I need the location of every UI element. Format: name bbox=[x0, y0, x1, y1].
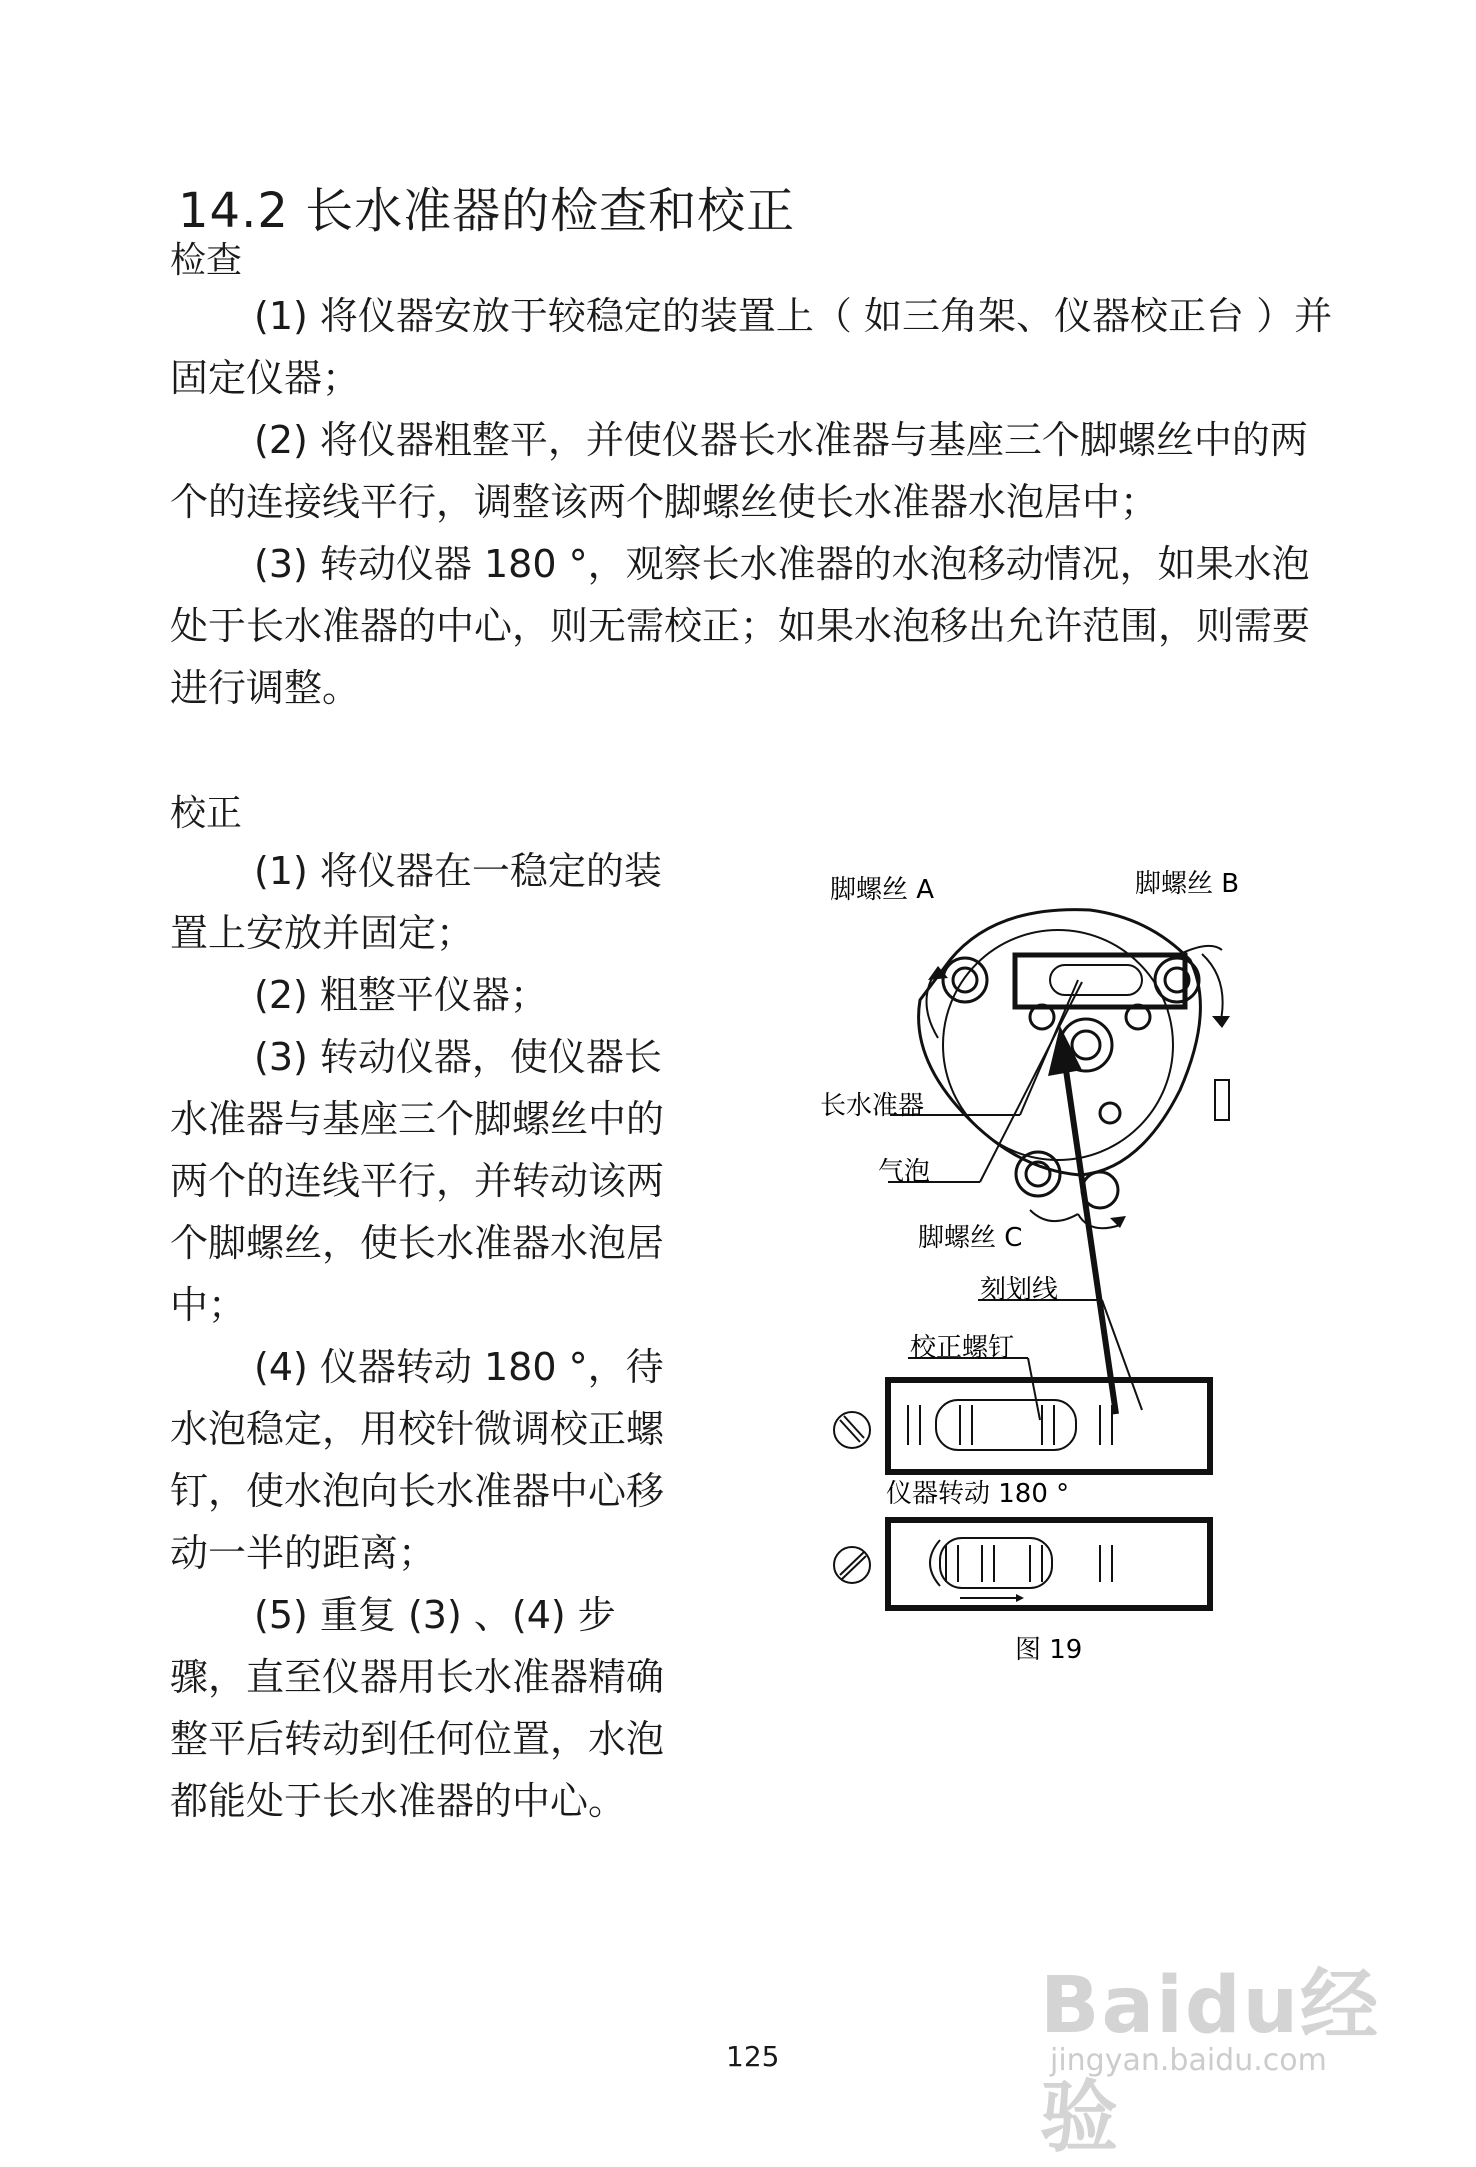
check-item-2: (2) 将仪器粗整平，并使仪器长水准器与基座三个脚螺丝中的两个的连接线平行，调整该两个脚螺丝使长水准器水泡居中； bbox=[170, 418, 1308, 524]
watermark-url: jingyan.baidu.com bbox=[1050, 2043, 1327, 2078]
label-long-level: 长水准器 bbox=[820, 1091, 925, 1121]
correction-item-1: (1) 将仪器在一稳定的装置上安放并固定； bbox=[170, 849, 662, 955]
check-item-1: (1) 将仪器安放于较稳定的装置上（ 如三角架、仪器校正台 ）并固定仪器； bbox=[170, 294, 1333, 400]
correction-item-3: (3) 转动仪器，使仪器长水准器与基座三个脚螺丝中的两个的连线平行，并转动该两个脚螺丝，使长水准器水泡居中； bbox=[170, 1035, 665, 1327]
figure-caption: 图 19 bbox=[1015, 1635, 1083, 1665]
label-screw-b: 脚螺丝 B bbox=[1135, 870, 1240, 899]
label-bubble: 气泡 bbox=[878, 1157, 931, 1187]
label-screw-a: 脚螺丝 A bbox=[830, 875, 935, 905]
label-adjust-screw: 校正螺钉 bbox=[910, 1333, 1015, 1363]
page-number: 125 bbox=[726, 2040, 780, 2073]
check-item-3: (3) 转动仪器 180 °，观察长水准器的水泡移动情况，如果水泡处于长水准器的中心，则无需校正；如果水泡移出允许范围，则需要进行调整。 bbox=[170, 542, 1311, 710]
correction-item-2: (2) 粗整平仪器； bbox=[254, 973, 548, 1017]
label-screw-c: 脚螺丝 C bbox=[918, 1223, 1023, 1253]
correction-item-4: (4) 仪器转动 180 °，待水泡稳定，用校针微调校正螺钉，使水泡向长水准器中心移动一半的距离； bbox=[170, 1345, 665, 1575]
check-section bbox=[170, 285, 1345, 719]
correction-item-5: (5) 重复 (3) 、(4) 步骤，直至仪器用长水准器精确整平后转动到任何位置，水泡都能处于长水准器的中心。 bbox=[170, 1593, 665, 1823]
figure-19-diagram bbox=[820, 870, 1300, 1810]
label-rotate: 仪器转动 180 ° bbox=[886, 1479, 1070, 1509]
section-title: 14.2 长水准器的检查和校正 bbox=[178, 183, 796, 239]
label-graduation: 刻划线 bbox=[980, 1275, 1059, 1305]
check-heading: 检查 bbox=[170, 240, 243, 281]
correction-section bbox=[170, 840, 690, 1832]
watermark-logo: Baidu经验 bbox=[1040, 1961, 1381, 2163]
correction-heading: 校正 bbox=[170, 793, 243, 834]
watermark bbox=[1040, 1915, 1420, 2163]
